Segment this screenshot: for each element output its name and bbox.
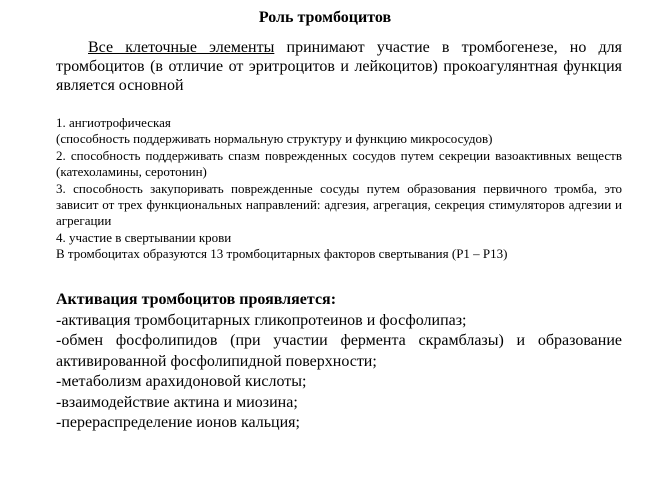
function-item: 1. ангиотрофическая [56,115,171,130]
activation-section [56,290,622,434]
activation-heading: Активация тромбоцитов проявляется: [56,291,337,308]
function-item: (способность поддерживать нормальную структуру и функцию микрососудов) [56,131,493,147]
functions-list [56,115,622,263]
intro-underlined-phrase: Все клеточные элементы [88,39,275,56]
function-item: 3. способность закупоривать поврежденные сосуды путем образования первичного тромба, это зависит от трех функциональных направлений: адгезия, агрегация, секреция стимуляторов адгезии и агрегации [56,180,622,229]
activation-item: -активация тромбоцитарных гликопротеинов и фосфолипаз; [56,311,467,329]
activation-item: -перераспределение ионов кальция; [56,414,300,431]
function-item: В тромбоцитах образуются 13 тромбоцитарных факторов свертывания (Р1 – Р13) [56,246,508,262]
activation-item: -взаимодействие актина и миозина; [56,393,298,411]
page-title: Роль тромбоцитов [258,9,392,26]
activation-item: -метаболизм арахидоновой кислоты; [56,373,307,390]
function-item: 2. способность поддерживать спазм поврежденных сосудов путем секреции вазоактивных веществ (катехоламины, серотонин) [56,147,622,180]
intro-paragraph [56,38,622,95]
intro-text: принимают участие в тромбогенезе, но для тромбоцитов (в отличие от эритроцитов и лейкоцитов) прокоагулянтная функция является основной [56,39,622,94]
function-item: 4. участие в свертывании крови [56,229,232,245]
activation-item: -обмен фосфолипидов (при участии фермента скрамблазы) и образование активированной фосфолипидной поверхности; [56,332,622,370]
